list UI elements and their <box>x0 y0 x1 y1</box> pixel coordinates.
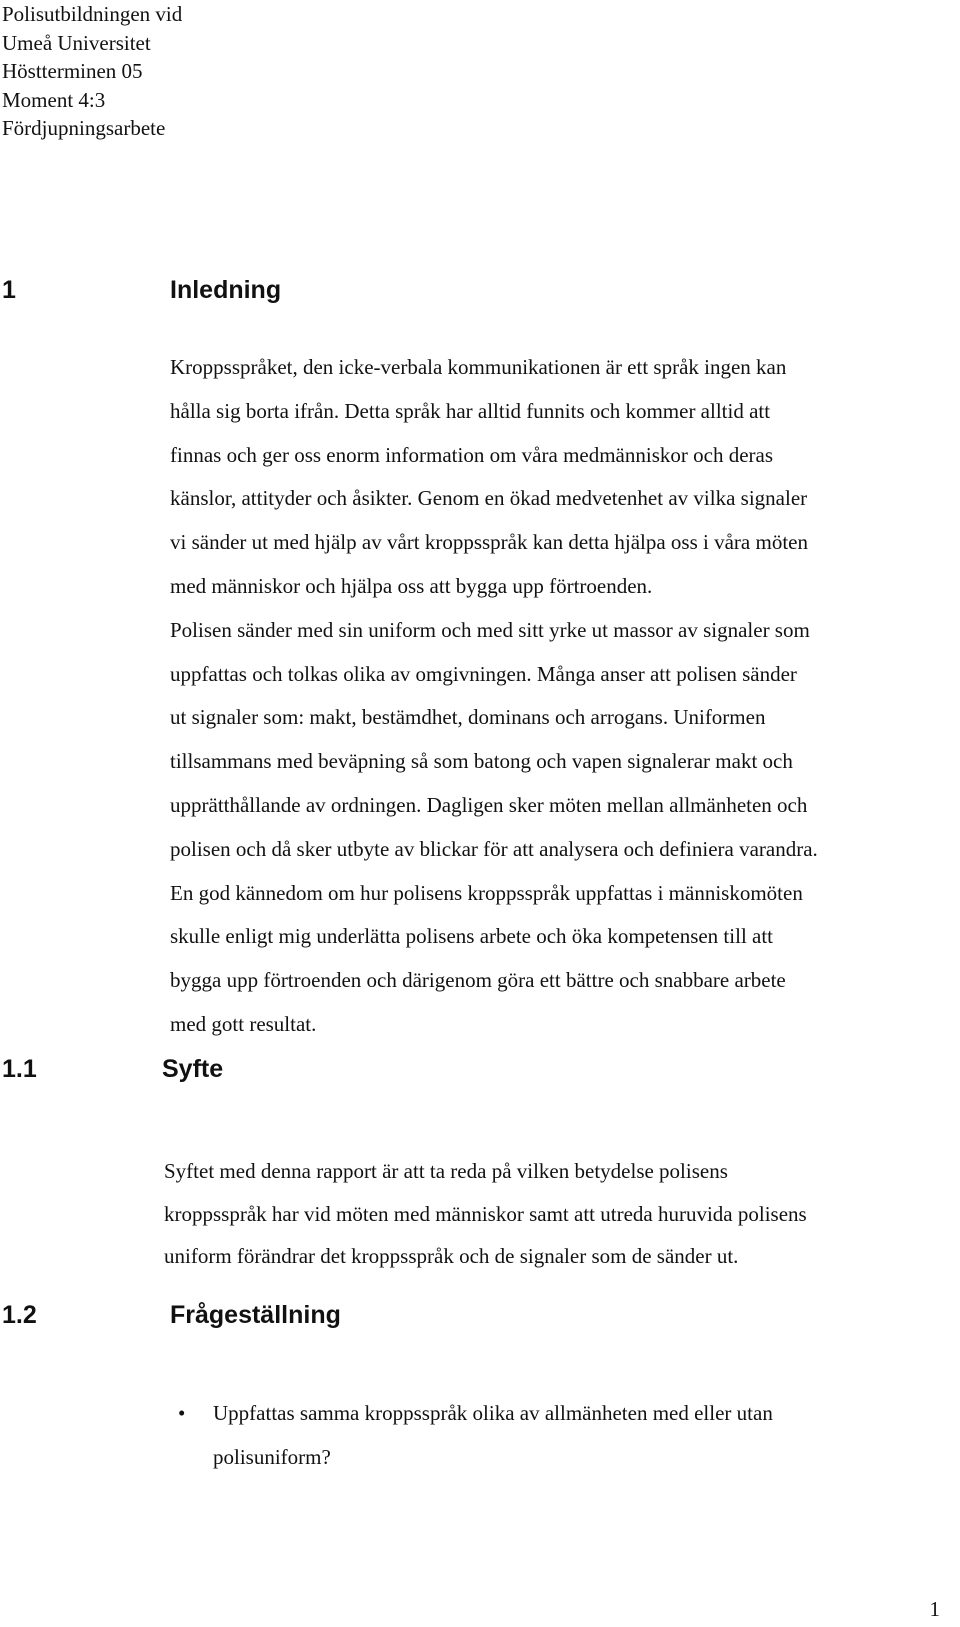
intro-line: Kroppsspråket, den icke-verbala kommunikationen är ett språk ingen kan <box>170 355 787 379</box>
heading-questions-title: Frågeställning <box>170 1301 341 1329</box>
heading-purpose-number: 1.1 <box>2 1055 37 1083</box>
heading-purpose-title: Syfte <box>162 1055 224 1083</box>
header-line-institution: Polisutbildningen vid <box>2 2 183 26</box>
intro-line: finnas och ger oss enorm information om våra medmänniskor och deras <box>170 442 774 467</box>
intro-line: vi sänder ut med hjälp av vårt kroppsspråk kan detta hjälpa oss i våra möten <box>170 530 808 555</box>
document-header <box>2 0 182 143</box>
intro-line: bygga upp förtroenden och därigenom göra ett bättre och snabbare arbete <box>170 968 786 993</box>
purpose-line: Syftet med denna rapport är att ta reda på vilken betydelse polisens <box>164 1159 728 1183</box>
intro-line: hålla sig borta ifrån. Detta språk har alltid funnits och kommer alltid att <box>170 398 771 423</box>
heading-purpose <box>2 1055 224 1084</box>
intro-line: med människor och hjälpa oss att bygga upp förtroenden. <box>170 573 653 598</box>
heading-questions <box>2 1301 341 1330</box>
header-line-moment: Moment 4:3 <box>2 87 106 112</box>
purpose-line: kroppsspråk har vid möten med människor samt att utreda huruvida polisens <box>164 1201 807 1226</box>
header-line-assignment: Fördjupningsarbete <box>2 116 166 140</box>
header-line-university: Umeå Universitet <box>2 30 151 55</box>
heading-intro <box>2 276 282 305</box>
intro-line: ut signaler som: makt, bestämdhet, dominans och arrogans. Uniformen <box>170 705 766 730</box>
page-number: 1 <box>929 1597 940 1621</box>
header-line-term: Höstterminen 05 <box>2 59 143 83</box>
heading-questions-number: 1.2 <box>2 1301 37 1329</box>
question-line: polisuniform? <box>213 1444 331 1469</box>
intro-line: uppfattas och tolkas olika av omgivningen. Många anser att polisen sänder <box>170 661 797 686</box>
intro-line: med gott resultat. <box>170 1011 317 1036</box>
intro-line: skulle enligt mig underlätta polisens arbete och öka kompetensen till att <box>170 924 774 949</box>
question-line: Uppfattas samma kroppsspråk olika av allmänheten med eller utan <box>213 1401 773 1425</box>
intro-line: upprätthållande av ordningen. Dagligen sker möten mellan allmänheten och <box>170 792 808 817</box>
question-text <box>213 1392 773 1479</box>
intro-line: känslor, attityder och åsikter. Genom en ökad medvetenhet av vilka signaler <box>170 486 808 511</box>
purpose-line: uniform förändrar det kroppsspråk och de signaler som de sänder ut. <box>164 1244 739 1268</box>
intro-line: Polisen sänder med sin uniform och med sitt yrke ut massor av signaler som <box>170 617 810 642</box>
purpose-paragraph <box>164 1150 807 1278</box>
heading-intro-number: 1 <box>2 276 16 304</box>
intro-line: tillsammans med beväpning så som batong och vapen signalerar makt och <box>170 749 793 774</box>
heading-intro-title: Inledning <box>170 276 282 304</box>
intro-line: polisen och då sker utbyte av blickar för att analysera och definiera varandra. <box>170 836 818 861</box>
intro-line: En god kännedom om hur polisens kroppsspråk uppfattas i människomöten <box>170 880 803 905</box>
bullet-icon: • <box>178 1401 186 1425</box>
intro-paragraph <box>170 346 818 1047</box>
